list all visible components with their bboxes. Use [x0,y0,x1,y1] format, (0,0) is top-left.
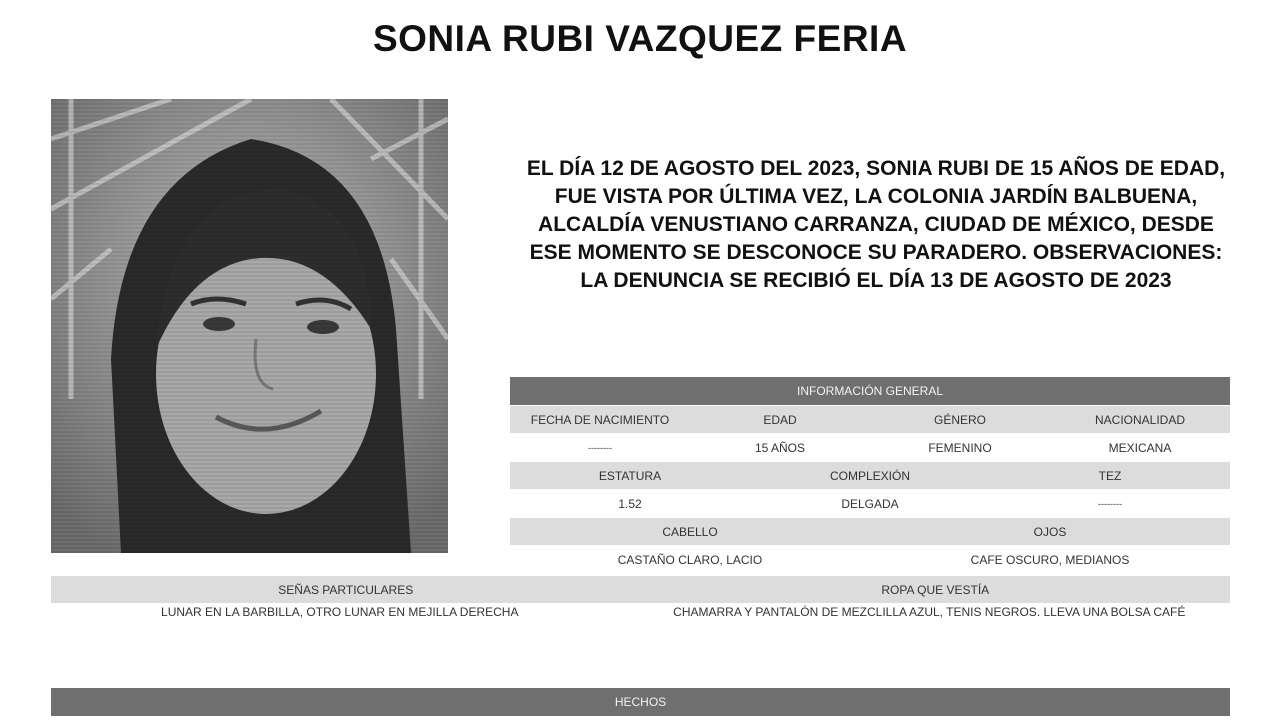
eyes-value: CAFE OSCURO, MEDIANOS [970,553,1130,567]
nationality-value: MEXICANA [1108,440,1172,455]
clothing-label: ROPA QUE VESTÍA [881,582,990,597]
general-info-title: INFORMACIÓN GENERAL [796,384,943,398]
hair-value: CASTAÑO CLARO, LACIO [617,553,763,567]
gender-label: GÉNERO [933,412,986,427]
age-value: 15 AÑOS [754,440,806,455]
details-values-row [51,605,1230,639]
info-values-row-3 [510,546,1230,574]
height-value: 1.52 [618,496,642,511]
facts-title: HECHOS [614,695,667,709]
complexion-label: TEZ [1098,468,1122,483]
distinguishing-marks-label: SEÑAS PARTICULARES [278,582,414,597]
info-labels-row-2 [510,462,1230,489]
birthdate-label: FECHA DE NACIMIENTO [530,412,670,427]
nationality-label: NACIONALIDAD [1094,412,1186,427]
case-description: EL DÍA 12 DE AGOSTO DEL 2023, SONIA RUBI DE 15 AÑOS DE EDAD, FUE VISTA POR ÚLTIMA VEZ, LA COLONIA JARDÍN BALBUENA, ALCALDÍA VENUSTIANO CARRANZA, CIUDAD DE MÉXICO, DESDE ESE MOMENTO SE DESCONOCE SU PARADERO. OBSERVACIONES: LA DENUNCIA SE RECIBIÓ EL DÍA 13 DE AGOSTO DE 2023 [526,157,1226,292]
info-labels-row-3 [510,518,1230,545]
gender-value: FEMENINO [928,440,992,455]
info-values-row-2 [510,490,1230,517]
hair-label: CABELLO [662,524,718,539]
age-label: EDAD [763,412,797,427]
missing-person-photo [51,99,448,553]
facts-header [51,688,1230,716]
info-values-row-1 [510,434,1230,461]
info-labels-row-1 [510,406,1230,433]
complexion-value: -------- [1098,498,1122,509]
page-title: SONIA RUBI VAZQUEZ FERIA [372,18,908,59]
height-label: ESTATURA [598,468,662,483]
general-info-header [510,377,1230,405]
clothing-value: CHAMARRA Y PANTALÓN DE MEZCLILLA AZUL, TENIS NEGROS. LLEVA UNA BOLSA CAFÉ [673,605,1186,619]
distinguishing-marks-value: LUNAR EN LA BARBILLA, OTRO LUNAR EN MEJILLA DERECHA [161,605,519,619]
eyes-label: OJOS [1033,524,1067,539]
birthdate-value: -------- [588,442,612,453]
build-value: DELGADA [841,496,899,511]
build-label: COMPLEXIÓN [829,468,910,483]
details-labels-row [51,576,1230,603]
